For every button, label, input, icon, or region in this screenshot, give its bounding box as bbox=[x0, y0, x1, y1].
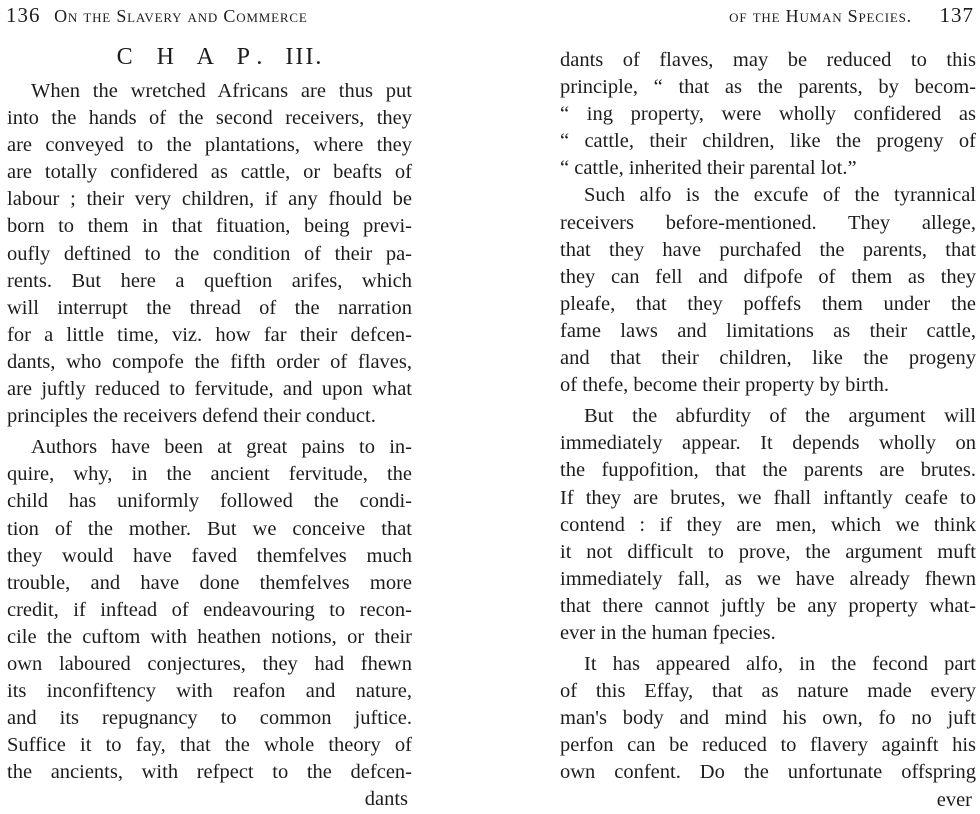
text-line: trouble, and have done themfelves more bbox=[7, 571, 412, 594]
text-line: ever in the human fpecies. bbox=[560, 621, 776, 644]
text-line: the ancients, with refpect to the defcen- bbox=[7, 761, 412, 784]
text-line: are juftly reduced to fervitude, and upon what bbox=[7, 378, 412, 401]
running-head-right bbox=[729, 3, 974, 28]
text-line: Such alfo is the excufe of the tyrannical bbox=[584, 184, 976, 207]
right-page bbox=[540, 0, 980, 811]
text-line: If they are brutes, we fhall inftantly ceafe to bbox=[560, 486, 976, 509]
text-line: fame laws and limitations as their cattle, bbox=[560, 319, 976, 342]
text-line: immediately fall, as we have already fhewn bbox=[560, 567, 976, 590]
text-line: “ ing property, were wholly confidered as bbox=[560, 103, 976, 126]
text-line: quire, why, in the ancient fervitude, the bbox=[7, 463, 412, 486]
text-line: it not difficult to prove, the argument muft bbox=[560, 540, 976, 563]
text-line: dants of flaves, may be reduced to this bbox=[560, 49, 976, 71]
text-line: child has uniformly followed the condi- bbox=[7, 490, 412, 513]
text-line: and its repugnancy to common juftice. bbox=[7, 707, 412, 730]
text-line: perfon can be reduced to flavery againft his bbox=[560, 734, 976, 757]
text-line: contend : if they are men, which we think bbox=[560, 513, 976, 536]
text-line: It has appeared alfo, in the fecond part bbox=[584, 653, 976, 676]
text-line: are conveyed to the plantations, where they bbox=[7, 134, 412, 157]
text-line: Authors have been at great pains to in- bbox=[31, 436, 412, 459]
text-line: But the abfurdity of the argument will bbox=[584, 405, 976, 428]
text-line: oufly deftined to the condition of their pa- bbox=[7, 242, 412, 265]
text-line: “ cattle, inherited their parental lot.” bbox=[560, 157, 857, 180]
text-line: the fuppofition, that the parents are brutes. bbox=[560, 459, 976, 482]
running-title: On the Slavery and Commerce bbox=[54, 6, 308, 26]
text-line: dants, who compofe the fifth order of flaves, bbox=[7, 350, 412, 373]
chapter-heading bbox=[0, 44, 440, 71]
chapter-label: C H A P. bbox=[116, 44, 272, 70]
text-line: principle, “ that as the parents, by becom- bbox=[560, 76, 976, 99]
text-line: into the hands of the second receivers, they bbox=[7, 107, 412, 130]
catchword: dants bbox=[364, 788, 408, 811]
text-line: for a little time, viz. how far their defcen- bbox=[7, 323, 412, 346]
text-line: that they have purchafed the parents, that bbox=[560, 238, 976, 261]
text-line: own laboured conjectures, they had fhewn bbox=[7, 652, 412, 675]
text-line: that there cannot juftly be any property what- bbox=[560, 594, 976, 617]
text-line: they can fell and difpofe of them as they bbox=[560, 265, 976, 288]
text-line: its inconfiftency with reafon and nature, bbox=[7, 680, 412, 703]
body-text-left bbox=[7, 78, 412, 814]
text-line: “ cattle, their children, like the progeny of bbox=[560, 130, 976, 153]
text-line: will interrupt the thread of the narration bbox=[7, 296, 412, 319]
text-line: man's body and mind his own, fo no juft bbox=[560, 707, 976, 730]
text-line: principles the receivers defend their conduct. bbox=[7, 405, 376, 428]
page-number: 136 bbox=[6, 3, 41, 27]
text-line: Suffice it to fay, that the whole theory of bbox=[7, 734, 412, 757]
text-line: own confent. Do the unfortunate offspring bbox=[560, 761, 976, 784]
text-line: of this Effay, that as nature made every bbox=[560, 680, 976, 703]
text-line: born to them in that fituation, being previ- bbox=[7, 215, 412, 238]
text-line: immediately appear. It depends wholly on bbox=[560, 432, 976, 455]
text-line: tion of the mother. But we conceive that bbox=[7, 517, 412, 540]
text-line: When the wretched Africans are thus put bbox=[31, 80, 412, 102]
text-line: are totally confidered as cattle, or beafts of bbox=[7, 161, 412, 184]
text-line: they would have faved themfelves much bbox=[7, 544, 412, 567]
text-line: and that their children, like the progeny bbox=[560, 347, 976, 370]
text-line: credit, if inftead of endeavouring to recon- bbox=[7, 598, 412, 621]
running-title: of the Human Species. bbox=[729, 6, 912, 26]
running-head-left bbox=[6, 3, 308, 28]
page-number: 137 bbox=[939, 3, 974, 27]
text-line: rents. But here a queftion arifes, which bbox=[7, 269, 412, 292]
text-line: cile the cuftom with heathen notions, or their bbox=[7, 625, 412, 648]
left-page bbox=[0, 0, 440, 811]
body-text-right bbox=[560, 47, 976, 814]
catchword: ever bbox=[936, 788, 972, 811]
text-line: of thefe, become their property by birth. bbox=[560, 374, 890, 397]
chapter-number: III. bbox=[285, 44, 324, 70]
text-line: receivers before-mentioned. They allege, bbox=[560, 211, 976, 234]
text-line: labour ; their very children, if any fhould be bbox=[7, 188, 412, 211]
text-line: pleafe, that they poffefs them under the bbox=[560, 292, 976, 315]
